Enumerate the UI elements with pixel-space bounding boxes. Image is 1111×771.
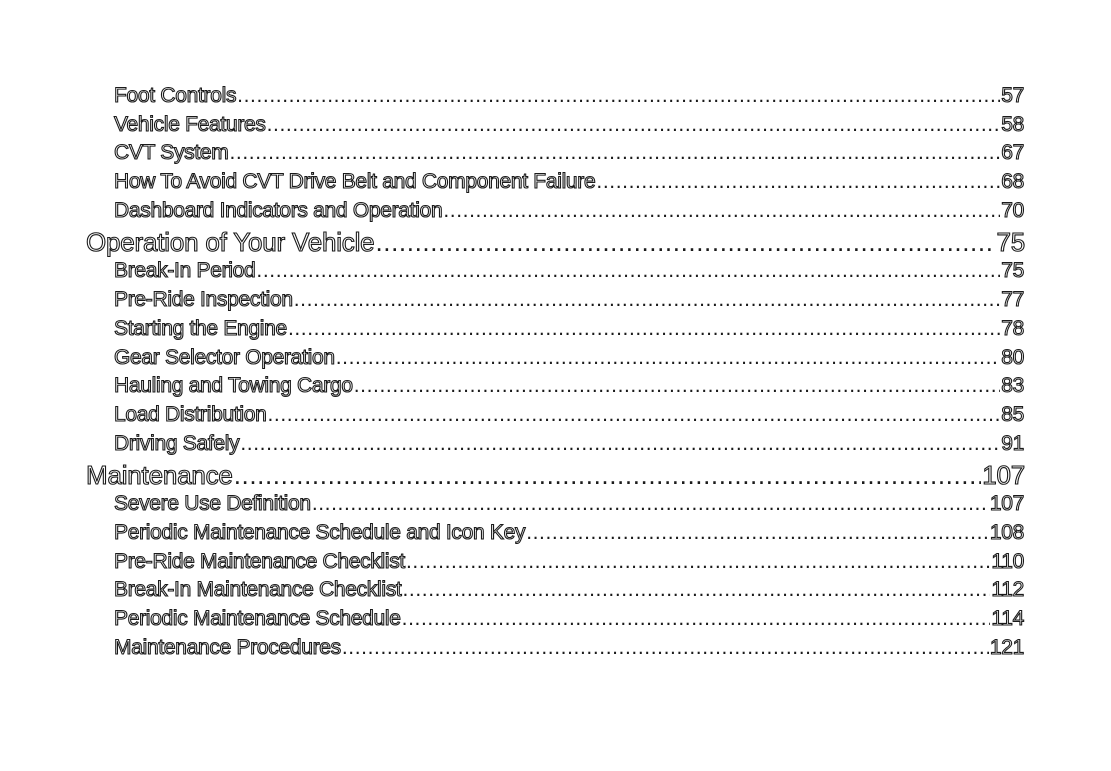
- toc-entry-title: Break-In Maintenance Checklist: [114, 578, 402, 602]
- toc-entry-title: Hauling and Towing Cargo: [114, 374, 353, 398]
- toc-dot-leader: [354, 374, 1000, 398]
- toc-dot-leader: [312, 492, 989, 516]
- toc-entry-title: Periodic Maintenance Schedule and Icon Key: [114, 520, 526, 544]
- toc-section-title: Operation of Your Vehicle: [86, 227, 375, 258]
- toc-entry-page: 68: [1001, 170, 1024, 194]
- toc-entry-page: 107: [989, 492, 1024, 516]
- toc-section-page: 75: [996, 227, 1025, 258]
- toc-entry-title: Vehicle Features: [114, 112, 266, 136]
- toc-entry-foot-controls[interactable]: [0, 84, 1111, 113]
- toc-entry-page: 70: [1001, 198, 1024, 222]
- toc-entry-page: 77: [1001, 288, 1024, 312]
- toc-entry-page: 85: [1001, 402, 1024, 426]
- toc-dot-leader: [406, 550, 990, 574]
- toc-entry-title: Severe Use Definition: [114, 492, 311, 516]
- toc-dot-leader: [256, 259, 1000, 283]
- toc-entry-title: CVT System: [114, 141, 229, 165]
- toc-entry-driving-safely[interactable]: [0, 432, 1111, 461]
- toc-entry-title: Driving Safely: [114, 431, 240, 455]
- toc-dot-leader: [240, 432, 1000, 456]
- toc-entry-title: Foot Controls: [114, 84, 237, 107]
- toc-entry-page: 108: [989, 520, 1024, 544]
- toc-entry-page: 80: [1001, 345, 1024, 369]
- toc-entry-page: 67: [1001, 141, 1024, 165]
- toc-dot-leader: [229, 141, 1000, 165]
- toc-entry-periodic-schedule[interactable]: [0, 607, 1111, 636]
- toc-entry-break-in-period[interactable]: [0, 259, 1111, 288]
- toc-entry-severe-use[interactable]: [0, 492, 1111, 521]
- toc-dot-leader: [336, 346, 1001, 370]
- toc-entry-page: 83: [1001, 374, 1024, 398]
- toc-entry-page: 91: [1001, 431, 1024, 455]
- toc-section-title: Maintenance: [86, 460, 233, 491]
- toc-section-page: 107: [982, 460, 1025, 491]
- toc-entry-page: 58: [1001, 112, 1024, 136]
- toc-entry-title: Dashboard Indicators and Operation: [114, 198, 443, 222]
- toc-dot-leader: [234, 460, 982, 491]
- toc-entry-avoid-cvt-belt-failure[interactable]: [0, 170, 1111, 199]
- toc-section-maintenance[interactable]: [0, 460, 1111, 492]
- toc-dot-leader: [267, 113, 1001, 137]
- toc-entry-pre-ride-inspection[interactable]: [0, 288, 1111, 317]
- toc-entry-maintenance-procedures[interactable]: [0, 636, 1111, 665]
- toc-dot-leader: [402, 578, 990, 602]
- toc-entry-page: 110: [991, 549, 1024, 573]
- toc-entry-title: Load Distribution: [114, 402, 267, 426]
- toc-entry-cvt-system[interactable]: [0, 141, 1111, 170]
- toc-entry-title: Pre-Ride Inspection: [114, 288, 293, 312]
- toc-dot-leader: [288, 317, 1000, 341]
- toc-entry-title: Break-In Period: [114, 259, 256, 283]
- toc-entry-page: 114: [991, 607, 1024, 630]
- toc-entry-gear-selector[interactable]: [0, 346, 1111, 375]
- toc-entry-title: Pre-Ride Maintenance Checklist: [114, 549, 405, 573]
- toc-entry-hauling-towing[interactable]: [0, 374, 1111, 403]
- toc-entry-page: 121: [989, 635, 1024, 659]
- toc-dot-leader: [342, 636, 989, 660]
- toc-entry-pre-ride-checklist[interactable]: [0, 550, 1111, 579]
- toc-entry-page: 75: [1001, 259, 1024, 283]
- toc-entry-break-in-checklist[interactable]: [0, 578, 1111, 607]
- toc-entry-title: Gear Selector Operation: [114, 345, 335, 369]
- toc-entry-vehicle-features[interactable]: [0, 113, 1111, 142]
- toc-dot-leader: [402, 607, 991, 631]
- table-of-contents: [0, 84, 1111, 664]
- toc-entry-starting-engine[interactable]: [0, 317, 1111, 346]
- toc-dot-leader: [237, 84, 1000, 108]
- toc-entry-dashboard-indicators[interactable]: [0, 199, 1111, 228]
- toc-entry-title: Periodic Maintenance Schedule: [114, 607, 401, 630]
- toc-entry-periodic-schedule-icon-key[interactable]: [0, 521, 1111, 550]
- toc-dot-leader: [526, 521, 989, 545]
- toc-dot-leader: [443, 199, 1000, 223]
- toc-dot-leader: [375, 227, 995, 258]
- toc-section-operation[interactable]: [0, 227, 1111, 259]
- toc-dot-leader: [294, 288, 1001, 312]
- toc-dot-leader: [596, 170, 1000, 194]
- toc-entry-title: Maintenance Procedures: [114, 635, 341, 659]
- toc-dot-leader: [268, 403, 1001, 427]
- toc-entry-title: Starting the Engine: [114, 316, 287, 340]
- toc-entry-page: 57: [1001, 84, 1024, 107]
- toc-entry-page: 78: [1001, 316, 1024, 340]
- toc-entry-title: How To Avoid CVT Drive Belt and Component Failure: [114, 170, 596, 194]
- toc-entry-page: 112: [991, 578, 1024, 602]
- toc-entry-load-distribution[interactable]: [0, 403, 1111, 432]
